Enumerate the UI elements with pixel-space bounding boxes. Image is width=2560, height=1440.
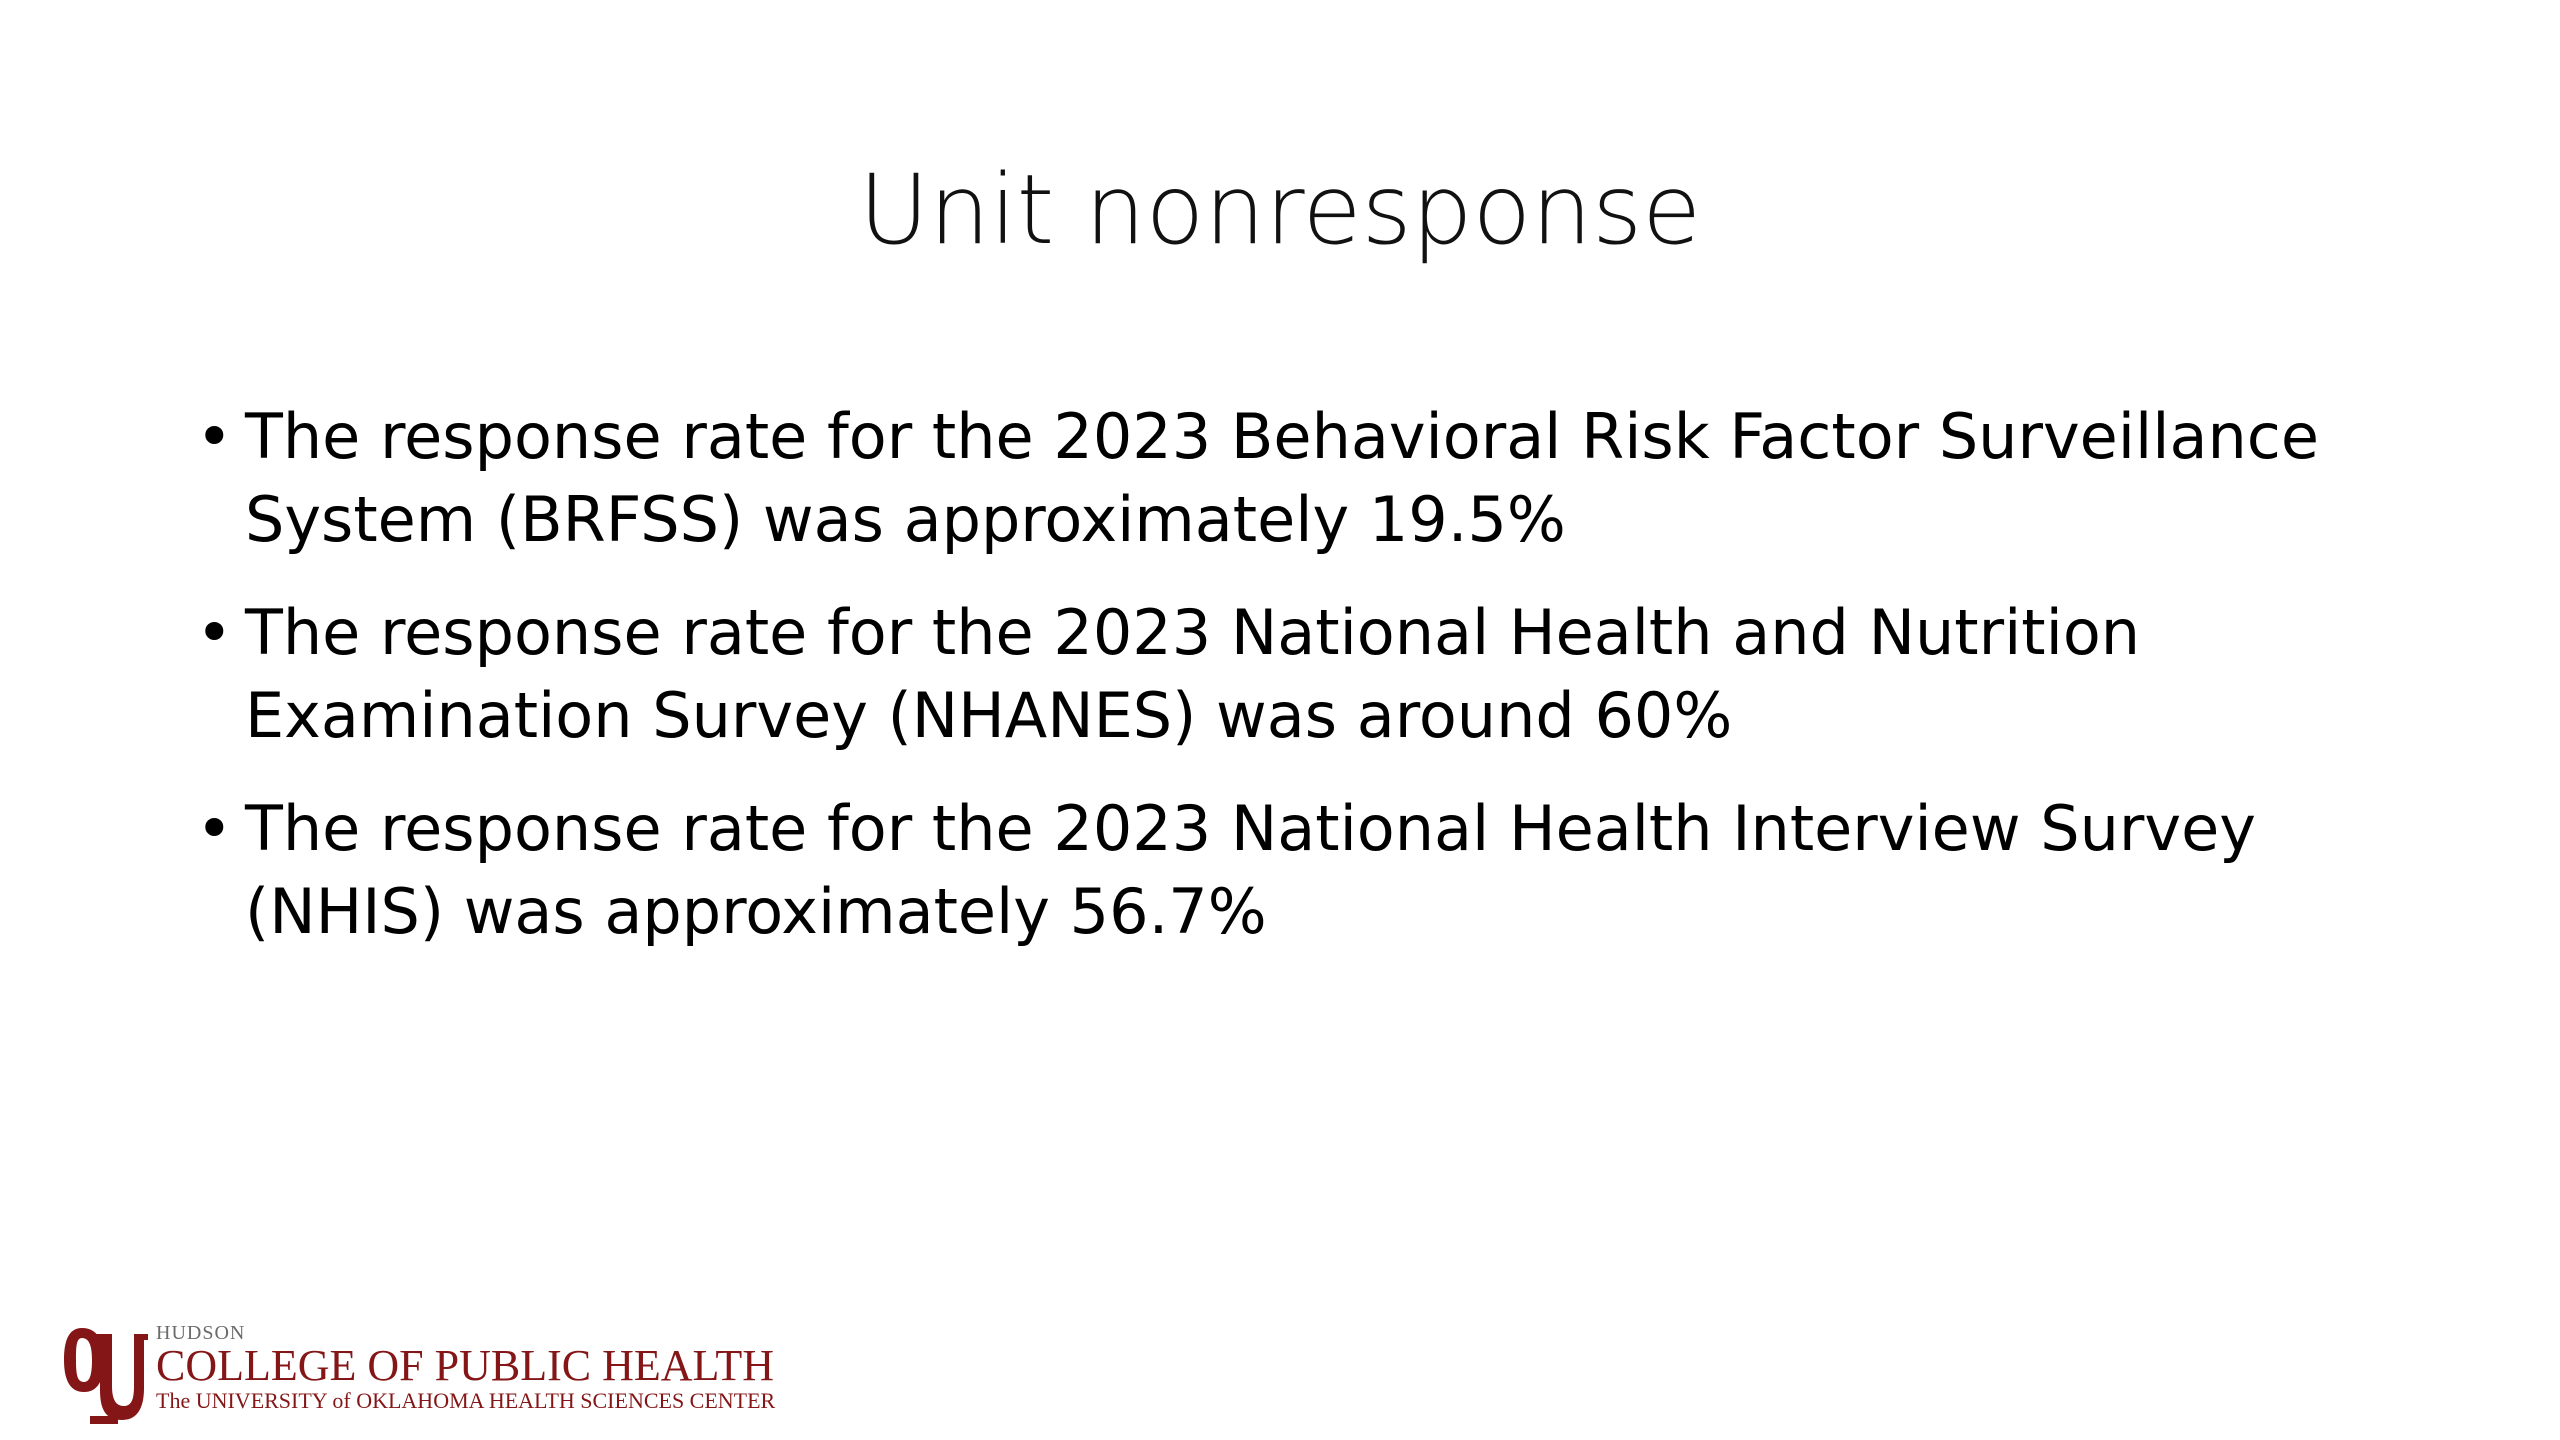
- bullet-text: The response rate for the 2023 Behavioral Risk Factor Surveillance System (BRFSS) was approximately 19.5%: [245, 400, 2320, 556]
- logo-line-university: The UNIVERSITY of OKLAHOMA HEALTH SCIENCES CENTER: [156, 1388, 776, 1413]
- college-logo: [60, 1320, 800, 1430]
- bullet-list: [190, 395, 2330, 983]
- bullet-dot: •: [196, 596, 233, 669]
- bullet-item: [190, 591, 2330, 757]
- bullet-dot: •: [196, 792, 233, 865]
- ou-monogram-icon: [60, 1320, 150, 1430]
- bullet-item: [190, 395, 2330, 561]
- bullet-dot: •: [196, 400, 233, 473]
- bullet-text: The response rate for the 2023 National Health and Nutrition Examination Survey (NHANES) was around 60%: [245, 596, 2141, 752]
- logo-line-college: COLLEGE OF PUBLIC HEALTH: [156, 1341, 775, 1390]
- slide-title: Unit nonresponse: [858, 154, 1702, 266]
- logo-line-hudson: HUDSON: [156, 1322, 246, 1344]
- bullet-item: [190, 787, 2330, 953]
- logo-text: [156, 1322, 775, 1414]
- bullet-text: The response rate for the 2023 National Health Interview Survey (NHIS) was approximately 56.7%: [245, 792, 2256, 948]
